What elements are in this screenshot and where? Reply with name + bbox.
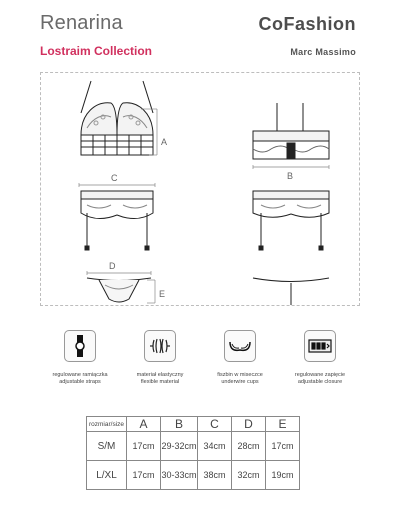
feature-label-en: adjustable closure — [297, 379, 343, 385]
product-diagram-panel — [40, 72, 360, 306]
feature-underwire-cups — [200, 330, 280, 386]
bra-front-drawing — [81, 81, 153, 155]
garter-back-drawing — [253, 191, 329, 250]
size-table-header-row — [87, 417, 300, 432]
size-column-header: D — [232, 417, 266, 432]
table-cell: 30-33cm — [161, 461, 198, 490]
brand-left-title: Renarina — [40, 12, 123, 34]
adjustable-strap-icon — [64, 330, 96, 362]
feature-label-en: underwire cups — [221, 379, 259, 385]
thong-front-drawing — [87, 278, 151, 302]
collection-title: Lostraim Collection — [40, 44, 153, 58]
adjustable-closure-icon — [304, 330, 336, 362]
table-cell: 29-32cm — [161, 432, 198, 461]
garter-front-drawing — [81, 191, 153, 250]
feature-label-pl: materiał elastyczny — [136, 372, 184, 378]
bra-back-drawing — [253, 103, 329, 159]
dimension-label-e: E — [159, 289, 166, 299]
dimension-label-b: B — [287, 171, 294, 181]
dimension-b — [253, 165, 329, 169]
size-table — [86, 416, 300, 490]
model-name: Marc Massimo — [290, 47, 356, 57]
table-row — [87, 461, 300, 490]
feature-label-en: flexible material — [140, 379, 180, 385]
dimension-label-d: D — [109, 261, 116, 271]
table-cell: 19cm — [266, 461, 300, 490]
feature-adjustable-closure — [280, 330, 360, 386]
thong-back-drawing — [253, 278, 329, 305]
size-column-header: A — [127, 417, 161, 432]
table-cell: 17cm — [127, 432, 161, 461]
size-column-header: B — [161, 417, 198, 432]
feature-label-pl: fiszbin w miseczce — [217, 372, 263, 378]
table-cell: 28cm — [232, 432, 266, 461]
size-column-header: E — [266, 417, 300, 432]
size-row-label: S/M — [87, 432, 127, 461]
feature-icons-row — [40, 330, 360, 390]
table-row — [87, 432, 300, 461]
underwire-cups-icon — [224, 330, 256, 362]
dimension-label-a: A — [161, 137, 168, 147]
table-cell: 34cm — [198, 432, 232, 461]
table-cell: 32cm — [232, 461, 266, 490]
table-cell: 17cm — [266, 432, 300, 461]
size-row-label: L/XL — [87, 461, 127, 490]
table-cell: 38cm — [198, 461, 232, 490]
feature-adjustable-straps — [40, 330, 120, 386]
size-column-header: C — [198, 417, 232, 432]
dimension-d — [87, 271, 151, 275]
feature-flexible-material — [120, 330, 200, 386]
feature-label-pl: regulowane zapięcie — [294, 372, 346, 378]
dimension-c — [79, 183, 155, 187]
size-table-corner: rozmiar/size — [87, 417, 127, 432]
table-cell: 17cm — [127, 461, 161, 490]
dimension-label-c: C — [111, 173, 118, 183]
elastic-material-icon — [144, 330, 176, 362]
brand-right-logo: CoFashion — [258, 14, 356, 34]
feature-label-pl: regulowane ramiączka — [52, 372, 108, 378]
feature-label-en: adjustable straps — [59, 379, 101, 385]
product-technical-drawing — [41, 73, 361, 307]
dimension-e — [147, 280, 155, 303]
